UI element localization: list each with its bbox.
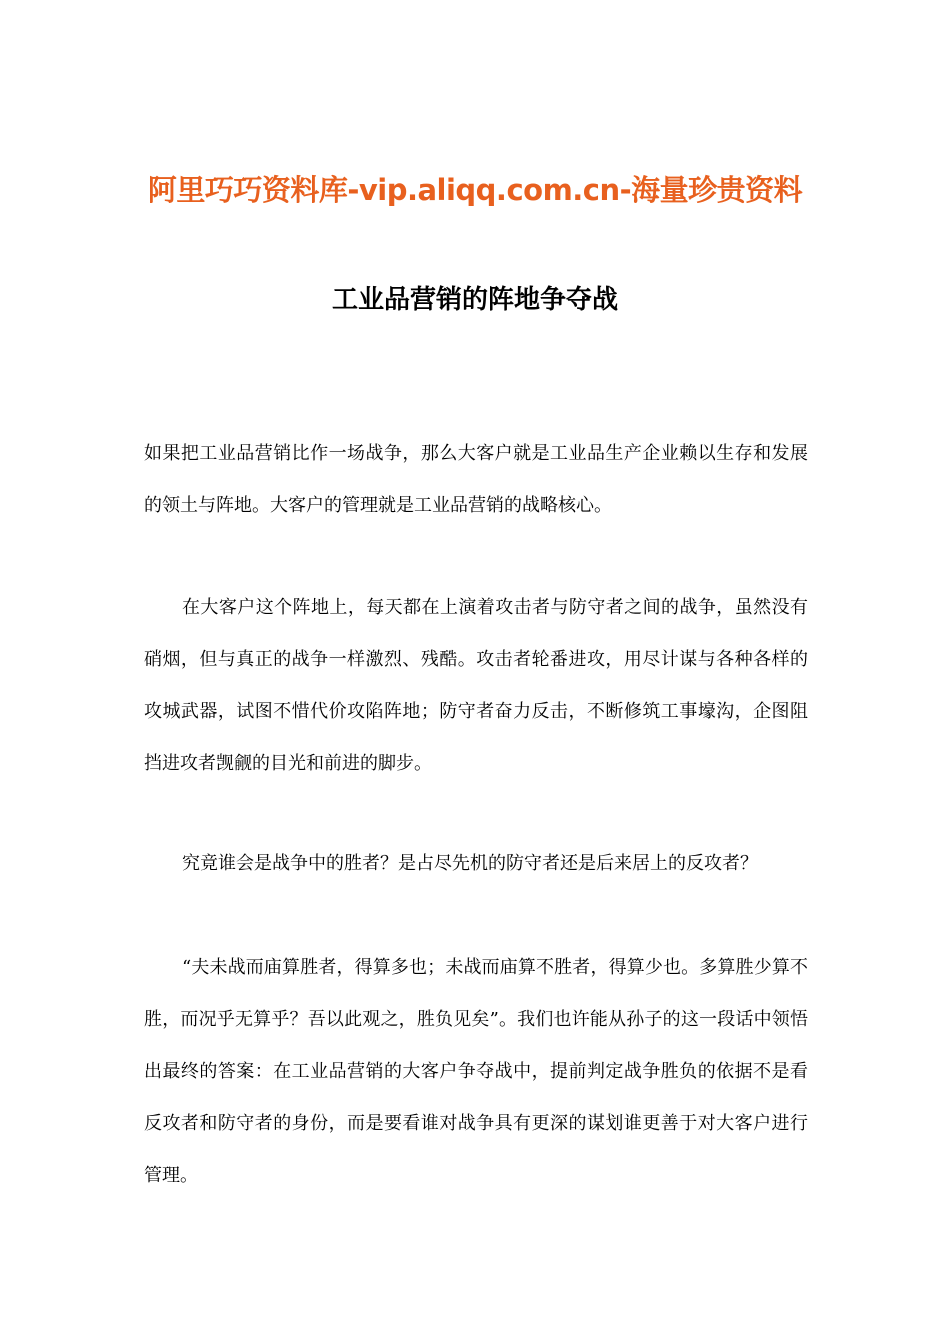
paragraph-2: 在大客户这个阵地上，每天都在上演着攻击者与防守者之间的战争，虽然没有硝烟，但与真正的战争一样激烈、残酷。攻击者轮番进攻，用尽计谋与各种各样的攻城武器，试图不惜代价攻陷阵地；防守者奋力反击，不断修筑工事壕沟，企图阻挡进攻者觊觎的目光和前进的脚步。 [144, 597, 808, 774]
watermark-banner: 阿里巧巧资料库-vip.aliqq.com.cn-海量珍贵资料 [147, 173, 803, 207]
document-title: 工业品营销的阵地争夺战 [331, 285, 618, 315]
paragraph-1: 如果把工业品营销比作一场战争，那么大客户就是工业品生产企业赖以生存和发展的领土与阵地。大客户的管理就是工业品营销的战略核心。 [144, 443, 808, 516]
paragraph-4: “夫未战而庙算胜者，得算多也；未战而庙算不胜者，得算少也。多算胜少算不胜，而况乎无算乎？吾以此观之，胜负见矣”。我们也许能从孙子的这一段话中领悟出最终的答案：在工业品营销的大客户争夺战中，提前判定战争胜负的依据不是看反攻者和防守者的身份，而是要看谁对战争具有更深的谋划谁更善于对大客户进行管理。 [144, 957, 808, 1186]
paragraph-3: 究竟谁会是战争中的胜者？是占尽先机的防守者还是后来居上的反攻者？ [182, 853, 758, 874]
